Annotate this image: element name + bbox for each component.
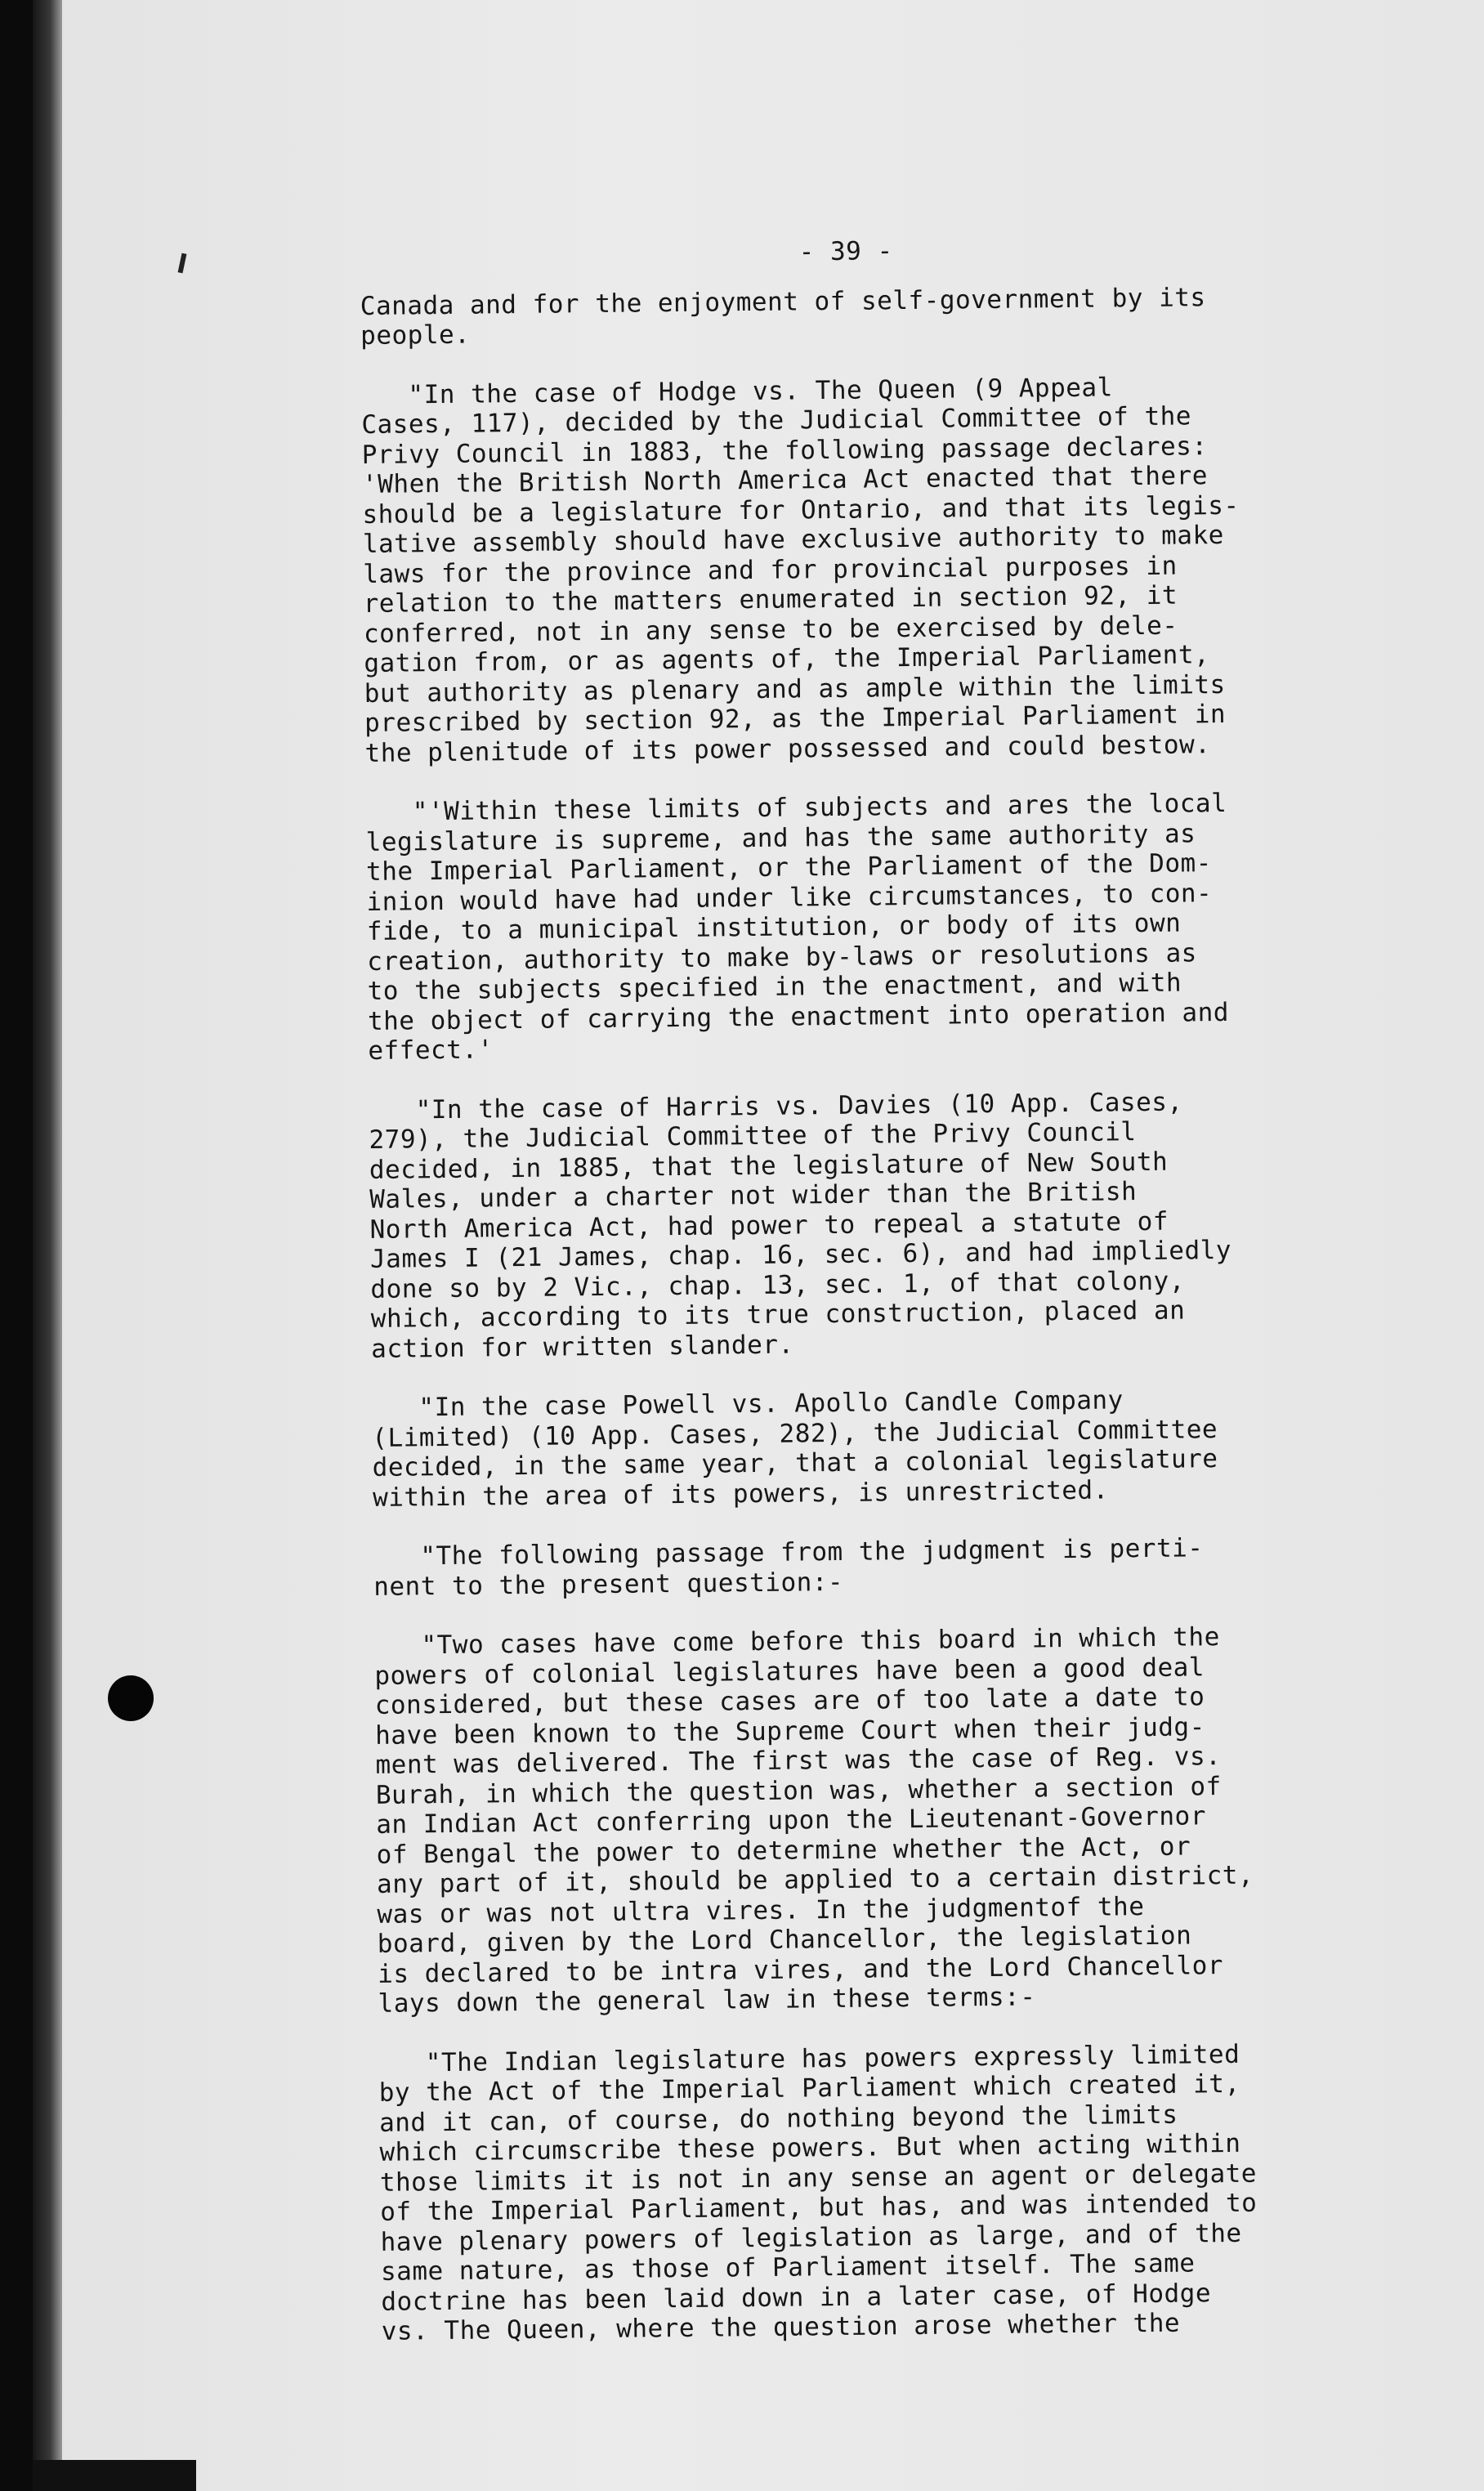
text-line: Burah, in which the question was, whether a section of xyxy=(375,1771,1222,1810)
text-line: which, according to its true construction, placed an xyxy=(370,1295,1186,1334)
text-line: powers of colonial legislatures have been a good deal xyxy=(374,1652,1205,1691)
margin-mark xyxy=(178,253,187,274)
text-line: (Limited) (10 App. Cases, 282), the Judicial Committee xyxy=(372,1414,1218,1453)
text-line: "The Indian legislature has powers expressly limited xyxy=(378,2039,1240,2078)
text-line: "The following passage from the judgment is perti- xyxy=(373,1533,1204,1572)
text-line: those limits it is not in any sense an agent or delegate xyxy=(379,2158,1258,2198)
text-line: done so by 2 Vic., chap. 13, sec. 1, of that colony, xyxy=(370,1265,1186,1304)
text-line: prescribed by section 92, as the Imperial Parliament in xyxy=(364,699,1227,738)
text-line: which circumscribe these powers. But when acting within xyxy=(379,2128,1241,2167)
text-line: an Indian Act conferring upon the Lieutenant-Governor xyxy=(376,1801,1207,1840)
text-line: considered, but these cases are of too late a date to xyxy=(374,1682,1205,1720)
text-line: within the area of its powers, is unrestricted. xyxy=(372,1474,1109,1513)
paragraph xyxy=(372,1383,1410,1513)
text-line: was or was not ultra vires. In the judgmentof the xyxy=(377,1891,1145,1930)
paragraph xyxy=(369,1085,1409,1364)
paragraph xyxy=(378,2037,1419,2346)
text-line: action for written slander. xyxy=(370,1330,794,1364)
text-line: Privy Council in 1883, the following passage declares: xyxy=(361,431,1208,470)
paragraph-container xyxy=(360,280,1419,2346)
text-line: by the Act of the Imperial Parliament which created it, xyxy=(378,2068,1240,2108)
text-line: "In the case Powell vs. Apollo Candle Company xyxy=(371,1385,1124,1423)
paragraph xyxy=(374,1621,1416,2019)
text-line: North America Act, had power to repeal a statute of xyxy=(369,1206,1169,1245)
text-line: creation, authority to make by-laws or resolutions as xyxy=(367,937,1198,977)
text-line: "'Within these limits of subjects and ares the local xyxy=(365,788,1227,827)
text-line: fide, to a municipal institution, or body of its own xyxy=(366,908,1182,946)
text-line: 'When the British North America Act enacted that there xyxy=(361,461,1209,499)
text-line: the plenitude of its power possessed and could bestow. xyxy=(364,729,1211,768)
text-line: same nature, as those of Parliament itself. The same xyxy=(380,2248,1196,2287)
text-line: nent to the present question:- xyxy=(373,1567,844,1602)
text-line: but authority as plenary and as ample within the limits xyxy=(364,669,1226,709)
text-line: "In the case of Hodge vs. The Queen (9 Appeal xyxy=(360,372,1113,410)
text-line: is declared to be intra vires, and the Lord Chancellor xyxy=(378,1950,1224,1989)
text-line: decided, in 1885, that the legislature of New South xyxy=(369,1147,1169,1185)
text-line: "Two cases have come before this board in which the xyxy=(373,1622,1220,1661)
text-line: should be a legislature for Ontario, and that its legis- xyxy=(362,490,1240,530)
text-line: to the subjects specified in the enactment, and with xyxy=(367,968,1182,1006)
text-line: have plenary powers of legislation as large, and of the xyxy=(380,2218,1242,2257)
text-line: 279), the Judicial Committee of the Privy Council xyxy=(369,1117,1137,1155)
scan-edge xyxy=(33,0,62,2491)
text-line: of Bengal the power to determine whether the Act, or xyxy=(376,1831,1191,1870)
text-line: "In the case of Harris vs. Davies (10 App. Cases, xyxy=(368,1087,1183,1125)
text-line: people. xyxy=(360,320,471,351)
text-line: conferred, not in any sense to be exercised by dele- xyxy=(363,610,1178,649)
text-line: any part of it, should be applied to a certain district, xyxy=(376,1860,1254,1899)
document-page xyxy=(33,0,1484,2491)
text-line: lative assembly should have exclusive authority to make xyxy=(362,520,1225,559)
paragraph xyxy=(373,1532,1412,1602)
text-line: Cases, 117), decided by the Judicial Committee of the xyxy=(361,401,1192,440)
text-line: have been known to the Supreme Court when their judg- xyxy=(374,1711,1205,1751)
text-line: and it can, of course, do nothing beyond the limits xyxy=(378,2100,1178,2138)
page-number: - 39 - xyxy=(798,236,893,267)
scan-bottom-edge xyxy=(33,2460,196,2491)
punch-hole xyxy=(108,1675,154,1721)
text-line: James I (21 James, chap. 16, sec. 6), and had impliedly xyxy=(369,1235,1232,1274)
text-line: of the Imperial Parliament, but has, and was intended to xyxy=(380,2188,1258,2227)
text-line: laws for the province and for provincial purposes in xyxy=(363,551,1178,589)
paragraph xyxy=(365,787,1406,1067)
text-line: board, given by the Lord Chancellor, the legislation xyxy=(377,1921,1192,1959)
text-line: Wales, under a charter not wider than the British xyxy=(369,1177,1138,1214)
text-line: relation to the matters enumerated in section 92, it xyxy=(363,580,1178,619)
text-line: effect.' xyxy=(368,1035,494,1066)
text-line: lays down the general law in these terms:- xyxy=(378,1982,1036,2019)
text-line: legislature is supreme, and has the same authority as xyxy=(365,818,1196,857)
paragraph xyxy=(360,280,1399,351)
text-line: decided, in the same year, that a colonial legislature xyxy=(372,1444,1218,1483)
document-text xyxy=(360,231,1419,2377)
text-line: the object of carrying the enactment into operation and xyxy=(367,997,1230,1036)
paragraph xyxy=(361,369,1403,768)
text-line: vs. The Queen, where the question arose whether the xyxy=(381,2308,1181,2346)
text-line: the Imperial Parliament, or the Parliament of the Dom- xyxy=(365,848,1213,887)
text-line: Canada and for the enjoyment of self-government by its xyxy=(360,282,1206,321)
text-line: gation from, or as agents of, the Imperial Parliament, xyxy=(364,640,1210,678)
text-line: ment was delivered. The first was the case of Reg. vs. xyxy=(375,1742,1222,1780)
text-line: inion would have had under like circumstances, to con- xyxy=(366,878,1213,917)
text-line: doctrine has been laid down in a later case, of Hodge xyxy=(381,2278,1212,2317)
